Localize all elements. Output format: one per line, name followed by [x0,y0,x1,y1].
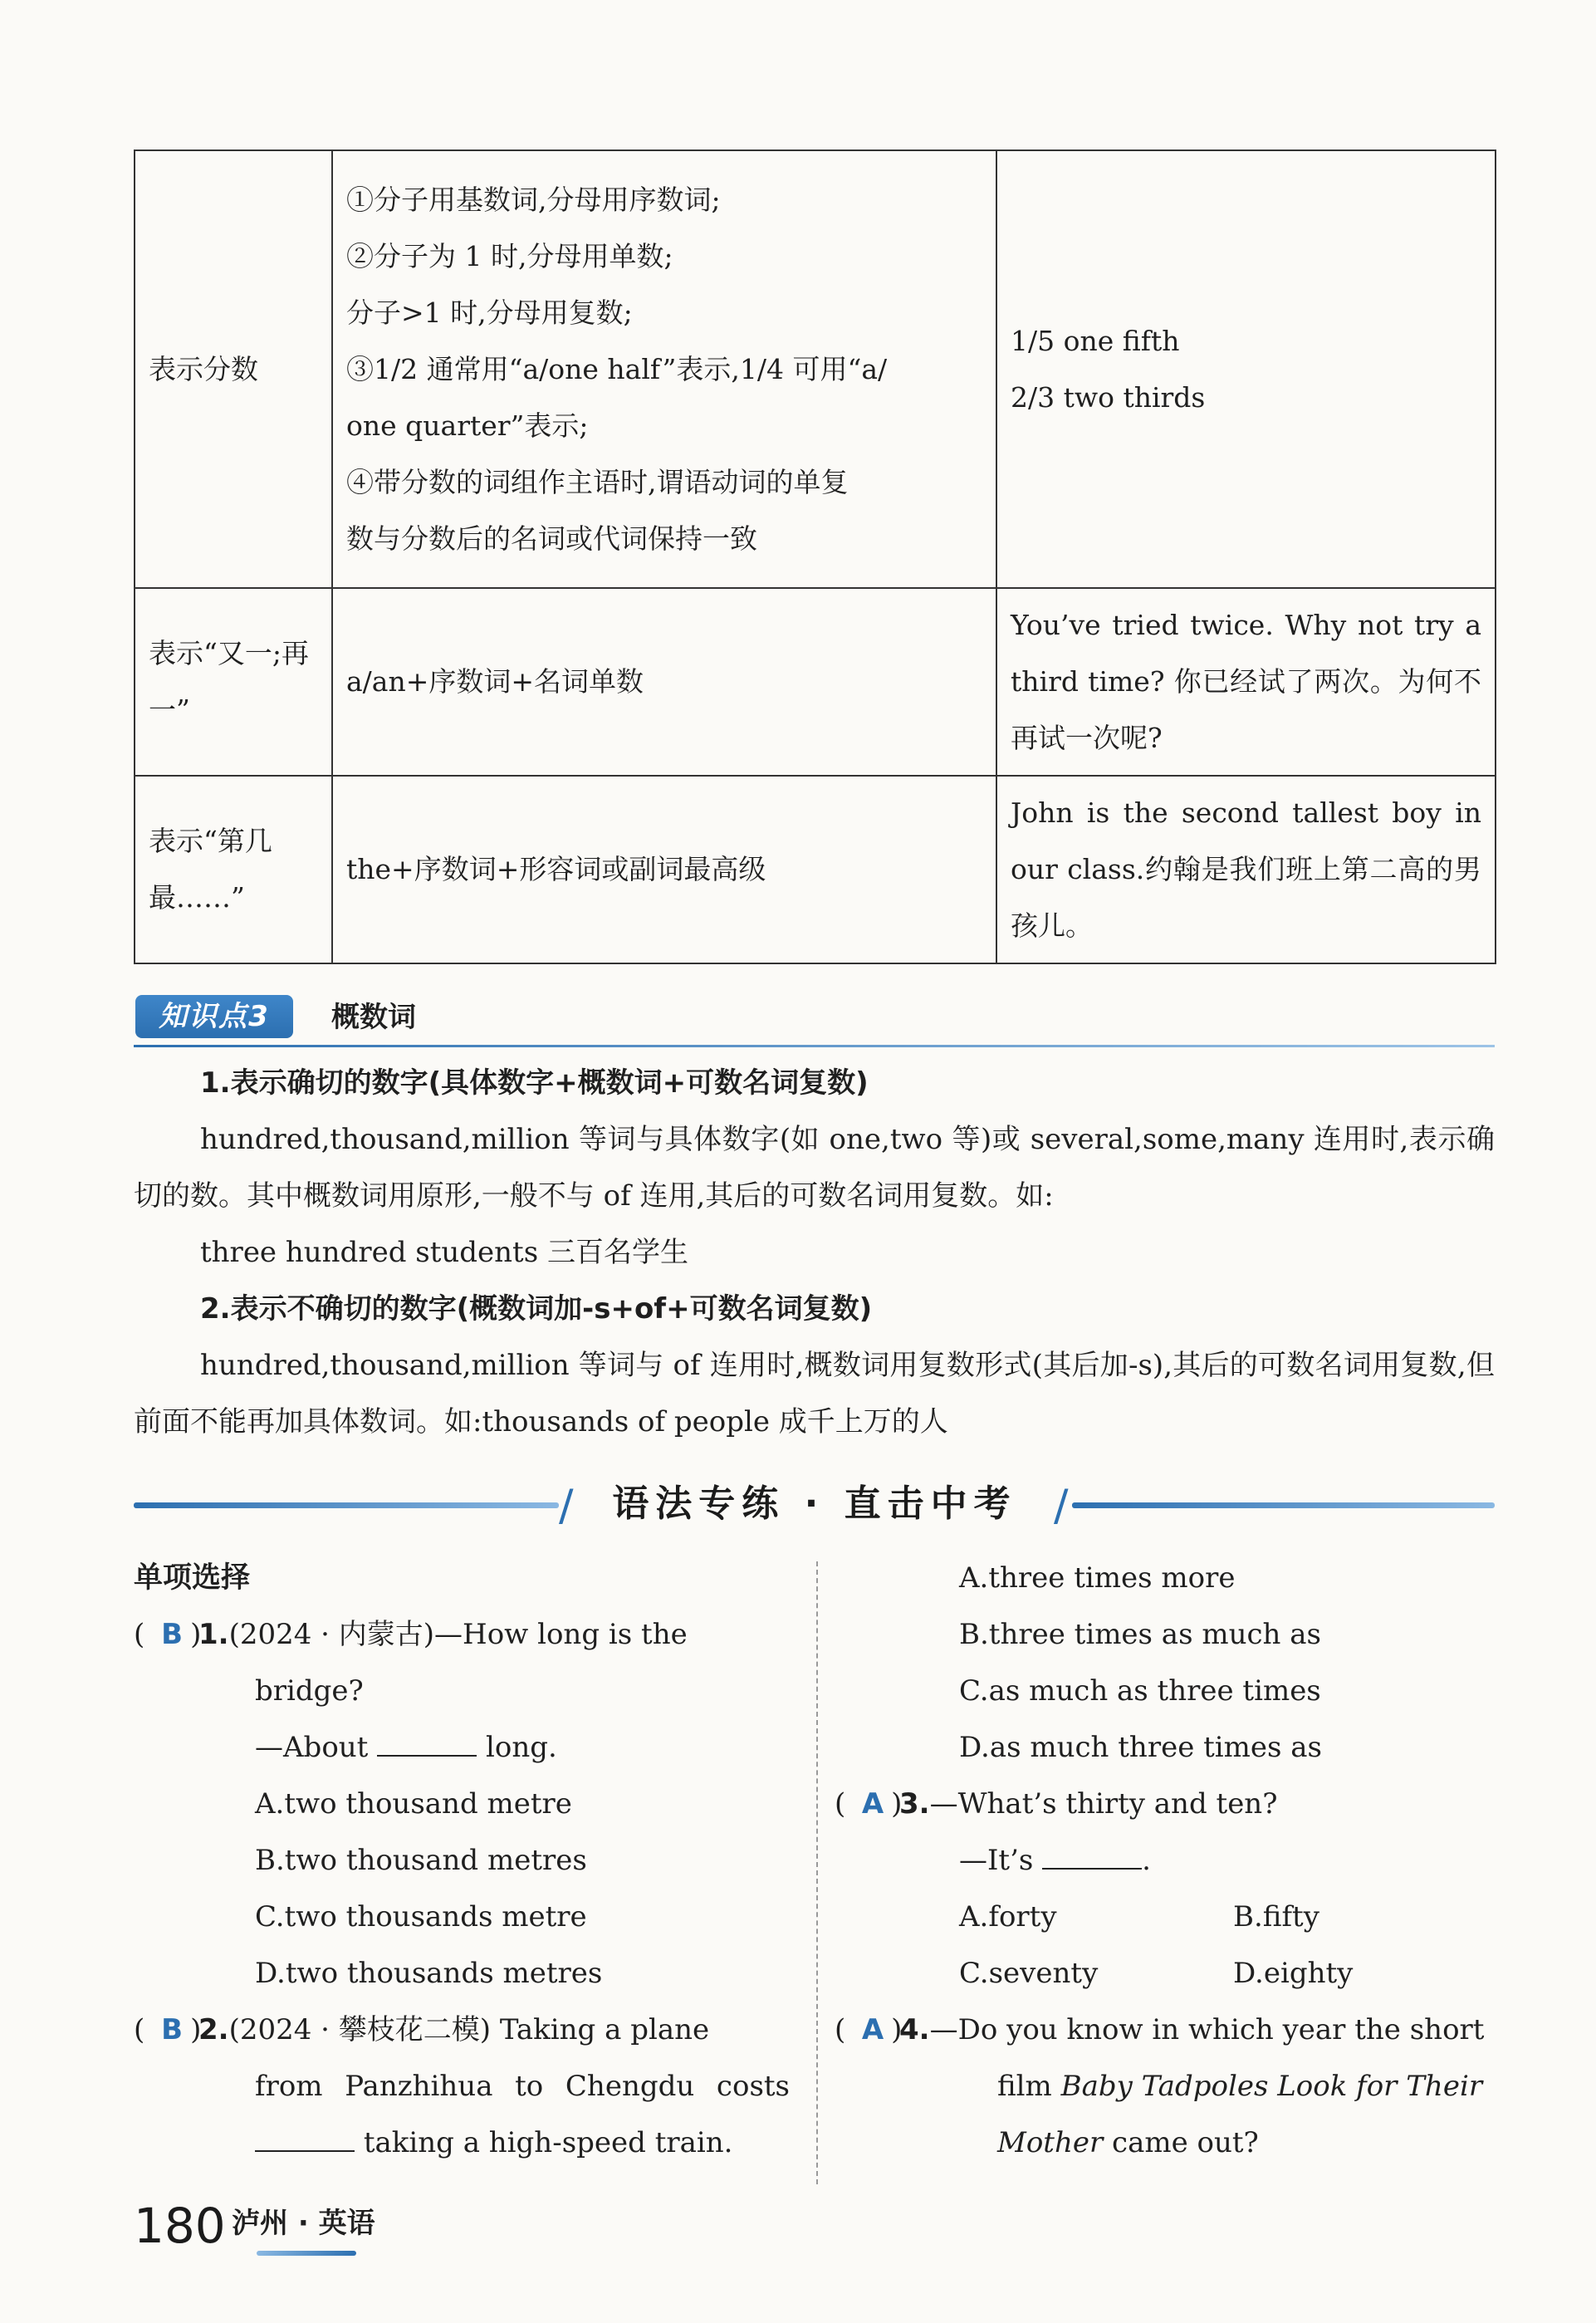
banner-line-left [134,1502,559,1508]
question-2 [134,2002,790,2058]
answer-bracket: ( B ) [134,1606,198,1663]
knowledge-point-badge: 知识点3 [135,995,293,1038]
question-text-part: —About [255,1731,369,1764]
question-text-part: taking a high-speed train. [363,2126,733,2159]
answer-mark: A [861,2013,884,2046]
column-divider [816,1561,818,2184]
option-d: D.as much three times as [959,1731,1323,1764]
question-text-part: film [997,2070,1061,2103]
answer-bracket: ( A ) [835,2002,899,2058]
option-a: A.two thousand metre [255,1787,572,1821]
option-row [835,1889,1495,1945]
question-text-part: —It’s [959,1844,1034,1877]
question-4 [835,2002,1495,2058]
page-number: 180 [134,2198,226,2254]
rule-cell: a/an+序数词+名词单数 [332,588,996,776]
footer-underline [257,2251,356,2256]
question-text-part: long. [485,1731,557,1764]
question-text: from Panzhihua to Chengdu costs [255,2070,790,2103]
example-1: three hundred students 三百名学生 [200,1236,688,1269]
answer-bracket: ( B ) [134,2002,198,2058]
option-d: D.eighty [1233,1957,1354,1990]
option-a: A.three times more [959,1561,1236,1595]
question-text: —Do you know in which year the short [929,2013,1485,2046]
banner-slash-right: / [1054,1481,1069,1531]
question-number: 3. [899,1787,930,1821]
example-cell: John is the second tallest boy in our class.约翰是我们班上第二高的男孩儿。 [996,776,1496,963]
question-text [835,2115,1495,2171]
banner-slash-left: / [559,1481,574,1531]
question-3 [835,1776,1495,1832]
answer-blank [377,1730,477,1757]
answer-bracket: ( A ) [835,1776,899,1832]
answer-mark: A [861,1787,884,1821]
question-text [134,1719,790,1776]
table-row [135,150,1496,588]
answer-mark: B [161,2013,184,2046]
question-text: (2024 · 内蒙古)—How long is the [228,1618,688,1651]
page-footer [134,2193,549,2259]
knowledge-point-title: 概数词 [331,1001,416,1034]
option-row [835,1945,1495,2002]
knowledge-point-body [134,1055,1495,1450]
example-cell [996,150,1496,588]
paragraph-2: hundred,thousand,million 等词与 of 连用时,概数词用复数形式(其后加-s),其后的可数名词用复数,但前面不能再加具体数词。如:thousands of people 成千上万的人 [134,1349,1495,1438]
question-number: 4. [899,2013,930,2046]
option-a: A.forty [959,1900,1057,1933]
book-title: 泸州 · 英语 [232,2207,375,2240]
exercise-column-left [134,1550,790,2171]
example-line: 1/5 one fifth [1011,324,1180,357]
question-text-part: . [1142,1844,1151,1877]
option-c: C.seventy [959,1957,1099,1990]
section-title: 单项选择 [134,1561,251,1595]
example-cell: You’ve tried twice. Why not try a third time? 你已经试了两次。为何不再试一次呢? [996,588,1496,776]
answer-blank [255,2125,355,2152]
question-number: 2. [198,2013,229,2046]
rule-line: ②分子为 1 时,分母用单数; [346,239,673,272]
question-text: (2024 · 攀枝花二模) Taking a plane [228,2013,710,2046]
row-label: 表示“第几最……” [135,776,332,963]
ordinal-usage-table [134,149,1496,964]
rule-cell [332,150,996,588]
question-text: —What’s thirty and ten? [929,1787,1278,1821]
question-text [835,1832,1495,1889]
rule-line: ④带分数的词组作主语时,谓语动词的单复 [346,465,849,498]
option-b: B.two thousand metres [255,1844,587,1877]
answer-mark: B [161,1618,184,1651]
rule-cell: the+序数词+形容词或副词最高级 [332,776,996,963]
rule-line: ①分子用基数词,分母用序数词; [346,183,721,216]
answer-blank [1042,1843,1142,1870]
option-c: C.two thousands metre [255,1900,587,1933]
question-number: 1. [198,1618,229,1651]
film-title-part: Baby Tadpoles Look for Their [1060,2070,1483,2103]
option-d: D.two thousands metres [255,1957,603,1990]
question-text: bridge? [255,1674,364,1708]
film-title-part: Mother [997,2126,1104,2159]
section-banner [134,1474,1495,1537]
option-c: C.as much as three times [959,1674,1321,1708]
option-b: B.three times as much as [959,1618,1321,1651]
question-text [134,2115,790,2171]
subheading-2: 2.表示不确切的数字(概数词加-s+of+可数名词复数) [200,1292,873,1326]
header-underline [134,1045,1495,1047]
table-row [135,588,1496,776]
question-text [835,2058,1495,2115]
rule-line: one quarter”表示; [346,409,589,442]
rule-line: ③1/2 通常用“a/one half”表示,1/4 可用“a/ [346,352,888,385]
row-label: 表示“又一;再一” [135,588,332,776]
question-text-part: came out? [1103,2126,1259,2159]
knowledge-point-header [134,993,1495,1048]
banner-line-right [1072,1502,1495,1508]
rule-line: 分子>1 时,分母用复数; [346,296,633,329]
table-row [135,776,1496,963]
question-1 [134,1606,790,1663]
option-b: B.fifty [1233,1900,1319,1933]
subheading-1: 1.表示确切的数字(具体数字+概数词+可数名词复数) [200,1066,869,1100]
paragraph-1: hundred,thousand,million 等词与具体数字(如 one,two 等)或 several,some,many 连用时,表示确切的数。其中概数词用原形,一般不与 of 连用,其后的可数名词用复数。如: [134,1123,1495,1213]
row-label: 表示分数 [135,150,332,588]
rule-line: 数与分数后的名词或代词保持一致 [346,522,757,555]
banner-title: 语法专练 · 直击中考 [612,1483,1017,1525]
example-line: 2/3 two thirds [1011,380,1206,414]
exercise-column-right [835,1550,1495,2171]
